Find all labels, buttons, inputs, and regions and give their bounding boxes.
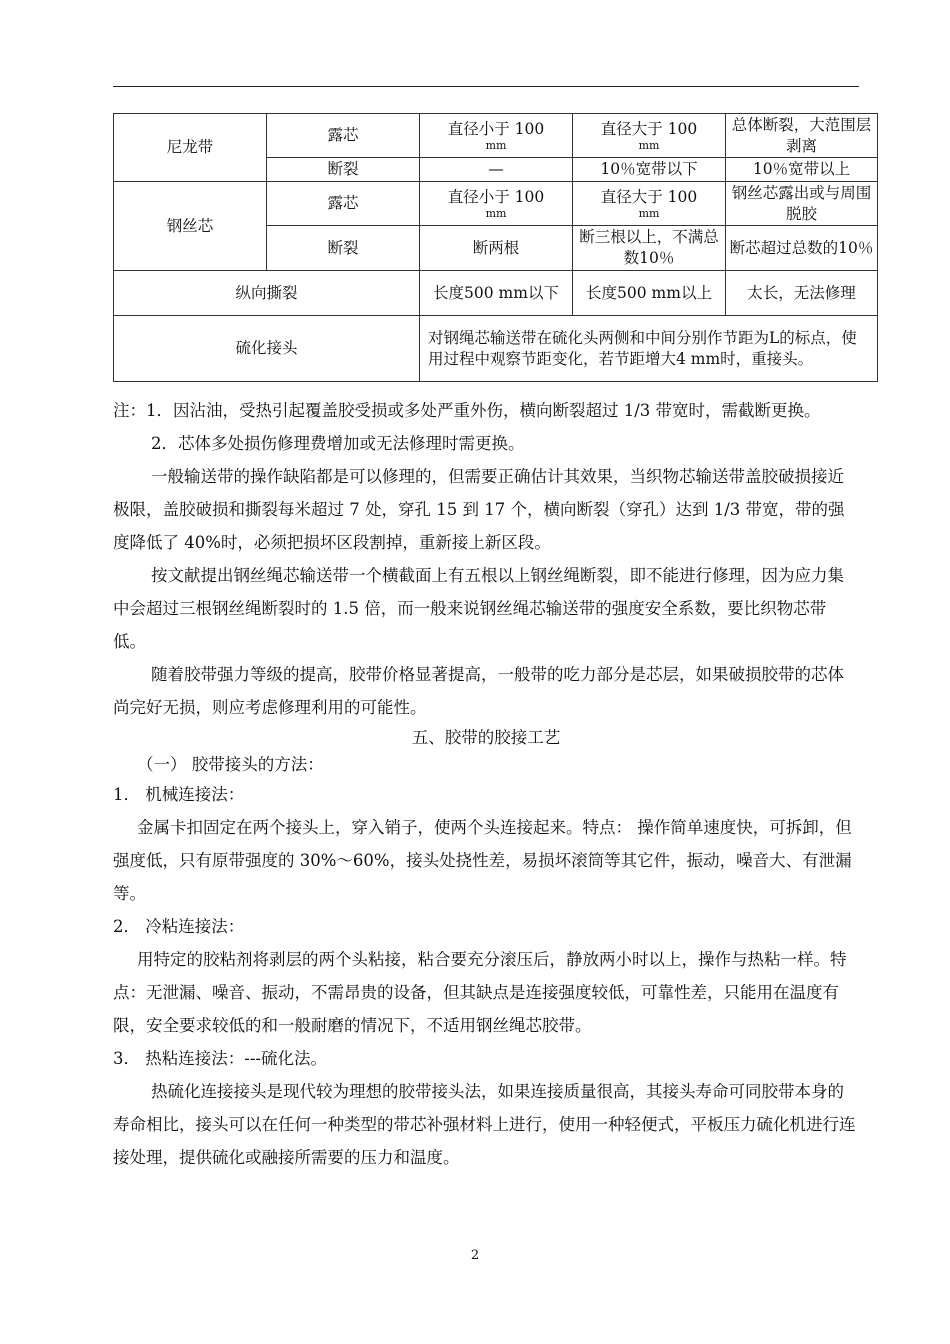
page-number: 2 [470,1248,480,1263]
table-cell [573,182,726,226]
method-2-title: 2． 冷粘连接法： [113,917,245,936]
table-cell [420,182,573,226]
cell-unit: mm [638,139,660,152]
row-header-tear: 纵向撕裂 [114,271,420,316]
header-rule [113,86,859,87]
table-cell: 断两根 [420,226,573,271]
table-cell: 总体断裂，大范围层剥离 [726,114,878,158]
cell-unit: mm [638,207,660,220]
sub-header-exposed: 露芯 [267,182,420,226]
cell-line: 直径小于 100 [447,120,545,138]
row-header-splice: 硫化接头 [114,316,420,382]
cell-line: 直径大于 100 [600,120,698,138]
table-row [114,271,878,316]
table-cell: 断三根以上，不满总数10％ [573,226,726,271]
table-cell: 对钢绳芯输送带在硫化头两侧和中间分别作节距为L的标点，使用过程中观察节距变化，若节距增大4 mm时，重接头。 [420,316,878,382]
table-cell: 断芯超过总数的10％ [726,226,878,271]
note-2: 2．芯体多处损伤修理费增加或无法修理时需更换。 [151,434,525,453]
cell-unit: mm [485,139,507,152]
table-cell: 10％宽带以下 [573,158,726,182]
damage-criteria-table [113,113,878,382]
method-3-title: 3． 热粘连接法：---硫化法。 [113,1049,327,1068]
body-text [113,394,859,1174]
table-cell: 长度500 mm以下 [420,271,573,316]
paragraph: 随着胶带强力等级的提高，胶带价格显著提高，一般带的吃力部分是芯层，如果破损胶带的芯体尚完好无损，则应考虑修理利用的可能性。 [113,665,844,717]
sub-header-exposed: 露芯 [267,114,420,158]
row-header-nylon: 尼龙带 [114,114,267,182]
cell-line: 直径大于 100 [600,188,698,206]
cell-line: 直径小于 100 [447,188,545,206]
sub-header-broken: 断裂 [267,158,420,182]
method-2-body: 用特定的胶粘剂将剥层的两个头粘接，粘合要充分滚压后，静放两小时以上，操作与热粘一样。特点：无泄漏、噪音、振动，不需昂贵的设备，但其缺点是连接强度较低，可靠性差，只能用在温度有限，安全要求较低的和一般耐磨的情况下，不适用钢丝绳芯胶带。 [113,950,847,1035]
cell-unit: mm [485,207,507,220]
table-row [114,114,878,158]
table-cell [420,114,573,158]
table-cell: — [420,158,573,182]
table-cell: 10％宽带以上 [726,158,878,182]
note-1: 注：1．因沾油，受热引起覆盖胶受损或多处严重外伤，横向断裂超过 1/3 带宽时，需截断更换。 [113,401,821,420]
method-1-title: 1． 机械连接法： [113,785,245,804]
table-cell: 太长，无法修理 [726,271,878,316]
table-cell: 钢丝芯露出或与周围脱胶 [726,182,878,226]
table-row [114,316,878,382]
sub-header-broken: 断裂 [267,226,420,271]
table-cell: 长度500 mm以上 [573,271,726,316]
method-1-body: 金属卡扣固定在两个接头上，穿入销子，使两个头连接起来。特点： 操作简单速度快，可拆卸，但强度低，只有原带强度的 30%～60%，接头处挠性差，易损坏滚筒等其它件，振动，噪音大、有泄漏等。 [113,818,852,903]
method-3-body: 热硫化连接接头是现代较为理想的胶带接头法，如果连接质量很高，其接头寿命可同胶带本身的寿命相比，接头可以在任何一种类型的带芯补强材料上进行，使用一种轻便式，平板压力硫化机进行连接处理，提供硫化或融接所需要的压力和温度。 [113,1082,856,1167]
table-cell [573,114,726,158]
row-header-steel: 钢丝芯 [114,182,267,271]
paragraph: 按文献提出钢丝绳芯输送带一个横截面上有五根以上钢丝绳断裂，即不能进行修理，因为应力集中会超过三根钢丝绳断裂时的 1.5 倍，而一般来说钢丝绳芯输送带的强度安全系数，要比织物芯带低。 [113,566,844,651]
section-heading: 五、胶带的胶接工艺 [411,728,561,747]
subsection-heading: （一） 胶带接头的方法： [137,755,324,774]
paragraph: 一般输送带的操作缺陷都是可以修理的，但需要正确估计其效果，当织物芯输送带盖胶破损接近极限，盖胶破损和撕裂每米超过 7 处，穿孔 15 到 17 个，横向断裂（穿孔）达到 1/3 带宽，带的强度降低了 40%时，必须把损坏区段割掉，重新接上新区段。 [113,467,845,552]
table-row [114,182,878,226]
